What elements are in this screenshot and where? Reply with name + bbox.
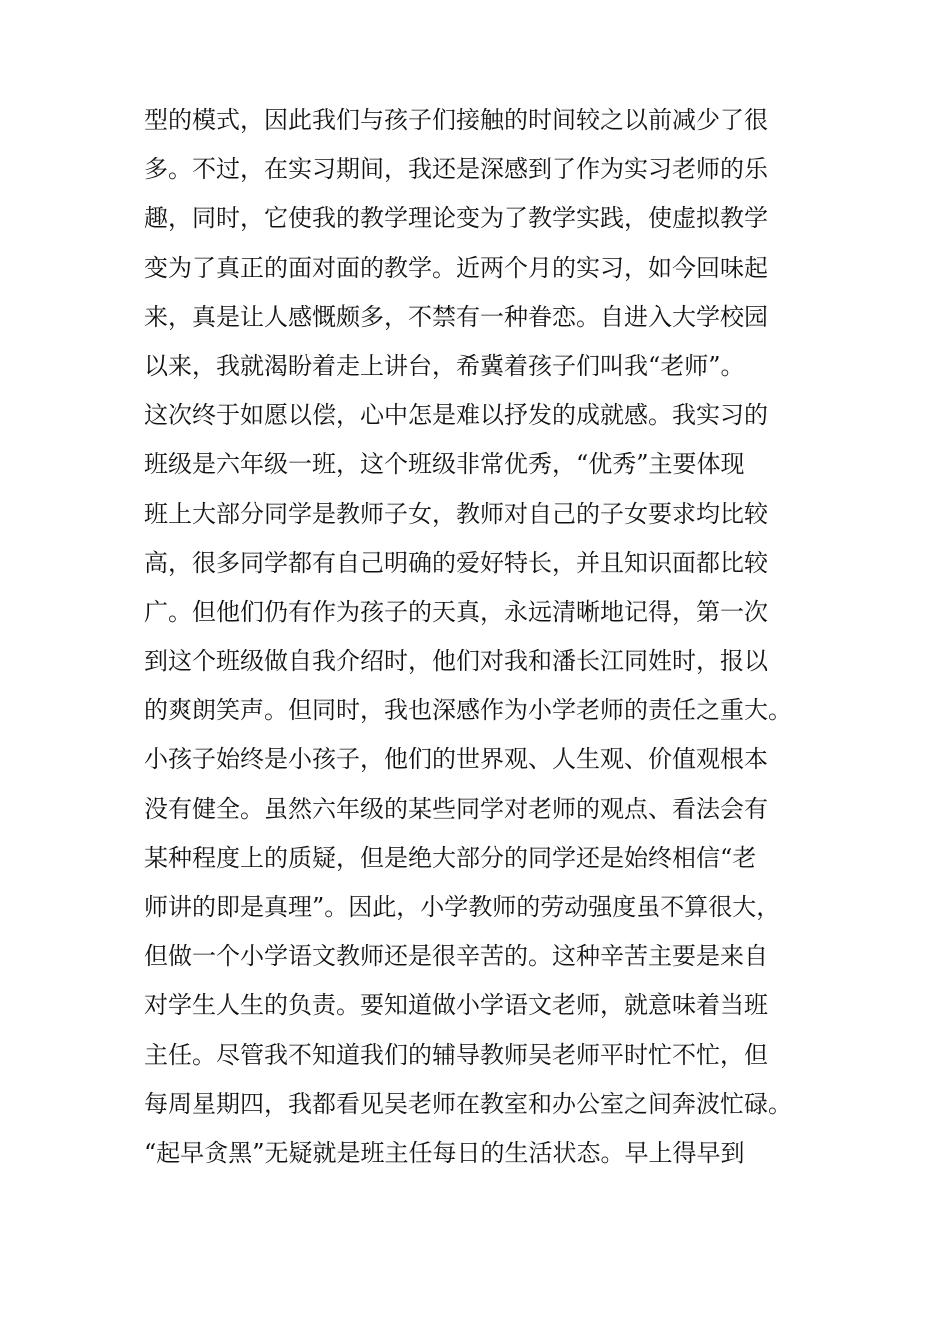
text-line: 这次终于如愿以偿，心中怎是难以抒发的成就感。我实习的 <box>144 401 768 430</box>
text-line: 以来，我就渴盼着走上讲台，希冀着孩子们叫我“老师”。 <box>144 351 745 380</box>
text-line: 到这个班级做自我介绍时，他们对我和潘长江同姓时，报以 <box>144 647 768 676</box>
text-line: 变为了真正的面对面的教学。近两个月的实习，如今回味起 <box>144 253 768 282</box>
text-line: 的爽朗笑声。但同时，我也深感作为小学老师的责任之重大。 <box>144 696 792 725</box>
text-line: 没有健全。虽然六年级的某些同学对老师的观点、看法会有 <box>144 794 768 823</box>
body-text <box>144 96 844 1178</box>
text-line: 但做一个小学语文教师还是很辛苦的。这种辛苦主要是来自 <box>144 942 768 971</box>
text-line: 来，真是让人感慨颇多，不禁有一种眷恋。自进入大学校园 <box>144 302 768 331</box>
text-line: 型的模式，因此我们与孩子们接触的时间较之以前减少了很 <box>144 106 768 134</box>
text-line: 小孩子始终是小孩子，他们的世界观、人生观、价值观根本 <box>144 745 768 774</box>
text-line: 师讲的即是真理”。因此，小学教师的劳动强度虽不算很大， <box>144 893 781 921</box>
text-line: “起早贪黑”无疑就是班主任每日的生活状态。早上得早到 <box>144 1138 745 1167</box>
text-line: 广。但他们仍有作为孩子的天真，永远清晰地记得，第一次 <box>144 597 768 626</box>
text-line: 对学生人生的负责。要知道做小学语文老师，就意味着当班 <box>144 991 768 1020</box>
text-line: 某种程度上的质疑，但是绝大部分的同学还是始终相信“老 <box>144 843 757 872</box>
text-line: 趣，同时，它使我的教学理论变为了教学实践，使虚拟教学 <box>144 204 768 233</box>
text-line: 班上大部分同学是教师子女，教师对自己的子女要求均比较 <box>144 499 768 528</box>
text-line: 班级是六年级一班，这个班级非常优秀，“优秀”主要体现 <box>144 450 745 479</box>
text-line: 高，很多同学都有自己明确的爱好特长，并且知识面都比较 <box>144 548 768 577</box>
text-line: 主任。尽管我不知道我们的辅导教师吴老师平时忙不忙，但 <box>144 1040 768 1069</box>
text-line: 多。不过，在实习期间，我还是深感到了作为实习老师的乐 <box>144 155 768 184</box>
text-line: 每周星期四，我都看见吴老师在教室和办公室之间奔波忙碌。 <box>144 1089 792 1118</box>
